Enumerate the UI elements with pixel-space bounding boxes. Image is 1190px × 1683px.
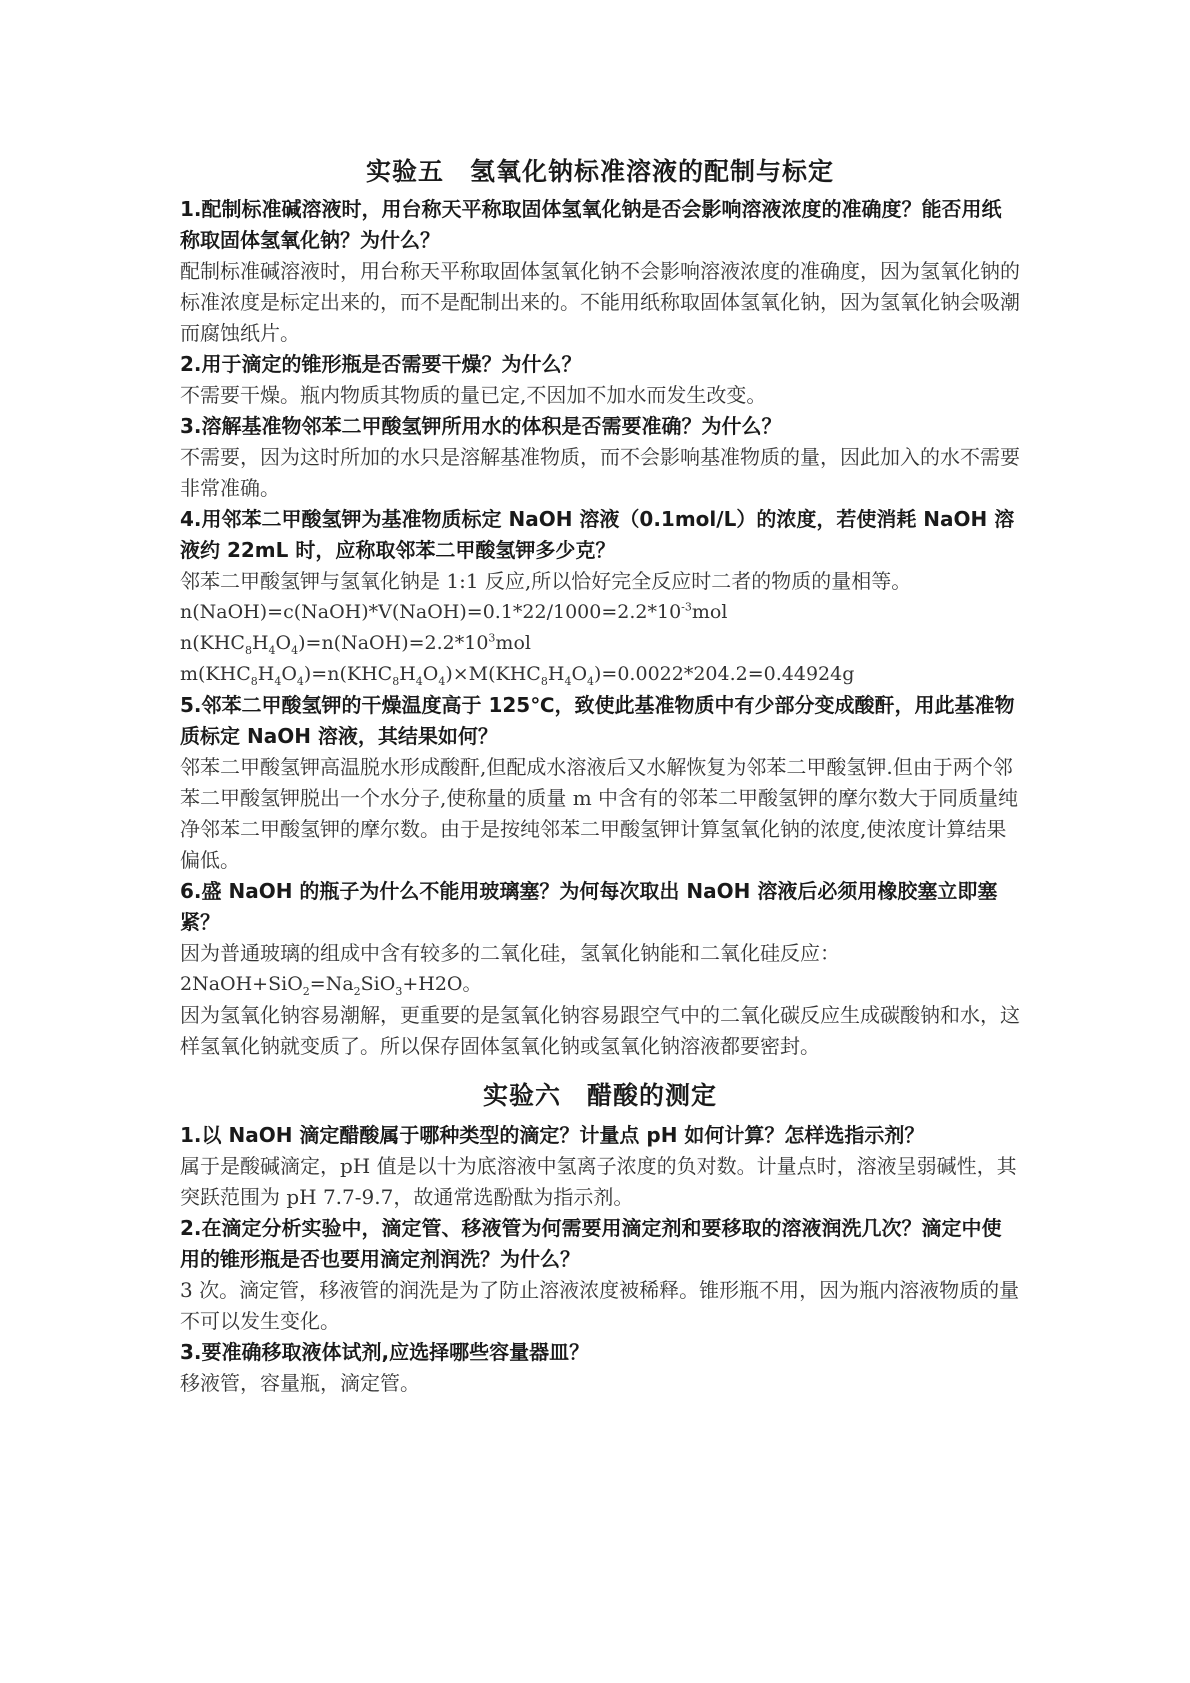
exp5-q5-question: 5.邻苯二甲酸氢钾的干燥温度高于 125℃，致使此基准物质中有少部分变成酸酐，用此基准物质标定 NaOH 溶液，其结果如何？ xyxy=(180,693,1015,748)
document-page xyxy=(180,140,1020,1399)
exp5-q6-answer-2: 因为氢氧化钠容易潮解，更重要的是氢氧化钠容易跟空气中的二氧化碳反应生成碳酸钠和水，这样氢氧化钠就变质了。所以保存固体氢氧化钠或氢氧化钠溶液都要密封。 xyxy=(180,1003,1020,1058)
exp5-q3-question: 3.溶解基准物邻苯二甲酸氢钾所用水的体积是否需要准确？为什么？ xyxy=(180,414,782,438)
exp5-q6-answer-1: 因为普通玻璃的组成中含有较多的二氧化硅，氢氧化钠能和二氧化硅反应： xyxy=(180,941,840,965)
exp5-q3-answer: 不需要，因为这时所加的水只是溶解基准物质，而不会影响基准物质的量，因此加入的水不需要非常准确。 xyxy=(180,445,1020,500)
exp5-title: 实验五 氢氧化钠标准溶液的配制与标定 xyxy=(365,157,834,186)
exp6-q3-answer: 移液管，容量瓶，滴定管。 xyxy=(180,1371,420,1395)
exp6-q1-answer: 属于是酸碱滴定，pH 值是以十为底溶液中氢离子浓度的负对数。计量点时，溶液呈弱碱性，其突跃范围为 pH 7.7-9.7，故通常选酚酞为指示剂。 xyxy=(180,1154,1017,1209)
exp5-q4-formula-2: $n(KHC_8H_4O_4)=n(NaOH)=2.2*10^3mol$ xyxy=(180,631,531,657)
exp6-q2-answer: 3 次。滴定管，移液管的润洗是为了防止溶液浓度被稀释。锥形瓶不用，因为瓶内溶液物质的量不可以发生变化。 xyxy=(180,1278,1020,1333)
exp5-q2-question: 2.用于滴定的锥形瓶是否需要干燥？为什么？ xyxy=(180,352,582,376)
exp5-q4-formula-3: $m(KHC_8H_4O_4)=n(KHC_8H_4O_4)\times M(KHC_8H_4O_4)=0.0022*204.2=0.44924g$ xyxy=(180,663,855,688)
exp6-q2-question: 2.在滴定分析实验中，滴定管、移液管为何需要用滴定剂和要移取的溶液润洗几次？滴定中使用的锥形瓶是否也要用滴定剂润洗？为什么？ xyxy=(180,1216,1002,1271)
exp6-q1-question: 1.以 NaOH 滴定醋酸属于哪种类型的滴定？计量点 pH 如何计算？怎样选指示剂？ xyxy=(180,1123,925,1147)
exp5-q6-equation: $2NaOH+SiO_2=Na_2SiO_3+H2O$。 xyxy=(180,973,482,998)
exp5-q5-answer: 邻苯二甲酸氢钾高温脱水形成酸酐,但配成水溶液后又水解恢复为邻苯二甲酸氢钾.但由于两个邻苯二甲酸氢钾脱出一个水分子,使称量的质量 m 中含有的邻苯二甲酸氢钾的摩尔数大于同质量纯净邻苯二甲酸氢钾的摩尔数。由于是按纯邻苯二甲酸氢钾计算氢氧化钠的浓度,使浓度计算结果偏低。 xyxy=(180,755,1019,872)
exp6-q3-question: 3.要准确移取液体试剂,应选择哪些容量器皿？ xyxy=(180,1340,590,1364)
exp5-q6-question: 6.盛 NaOH 的瓶子为什么不能用玻璃塞？为何每次取出 NaOH 溶液后必须用橡胶塞立即塞紧？ xyxy=(180,879,998,934)
exp5-q4-question: 4.用邻苯二甲酸氢钾为基准物质标定 NaOH 溶液（0.1mol/L）的浓度，若使消耗 NaOH 溶液约 22mL 时，应称取邻苯二甲酸氢钾多少克？ xyxy=(180,507,1015,562)
exp5-q2-answer: 不需要干燥。瓶内物质其物质的量已定,不因加不加水而发生改变。 xyxy=(180,383,767,407)
exp5-q4-answer: 邻苯二甲酸氢钾与氢氧化钠是 1:1 反应,所以恰好完全反应时二者的物质的量相等。 xyxy=(180,569,912,593)
exp5-q1-question: 1.配制标准碱溶液时，用台称天平称取固体氢氧化钠是否会影响溶液浓度的准确度？能否用纸称取固体氢氧化钠？为什么？ xyxy=(180,197,1002,252)
exp6-title: 实验六 醋酸的测定 xyxy=(482,1081,717,1110)
exp5-q1-answer: 配制标准碱溶液时，用台称天平称取固体氢氧化钠不会影响溶液浓度的准确度，因为氢氧化钠的标准浓度是标定出来的，而不是配制出来的。不能用纸称取固体氢氧化钠，因为氢氧化钠会吸潮而腐蚀纸片。 xyxy=(180,259,1020,345)
exp5-q4-formula-1: $n(NaOH)=c(NaOH)*V(NaOH)=0.1*22/1000=2.2*10^{-3}mol$ xyxy=(180,600,728,623)
